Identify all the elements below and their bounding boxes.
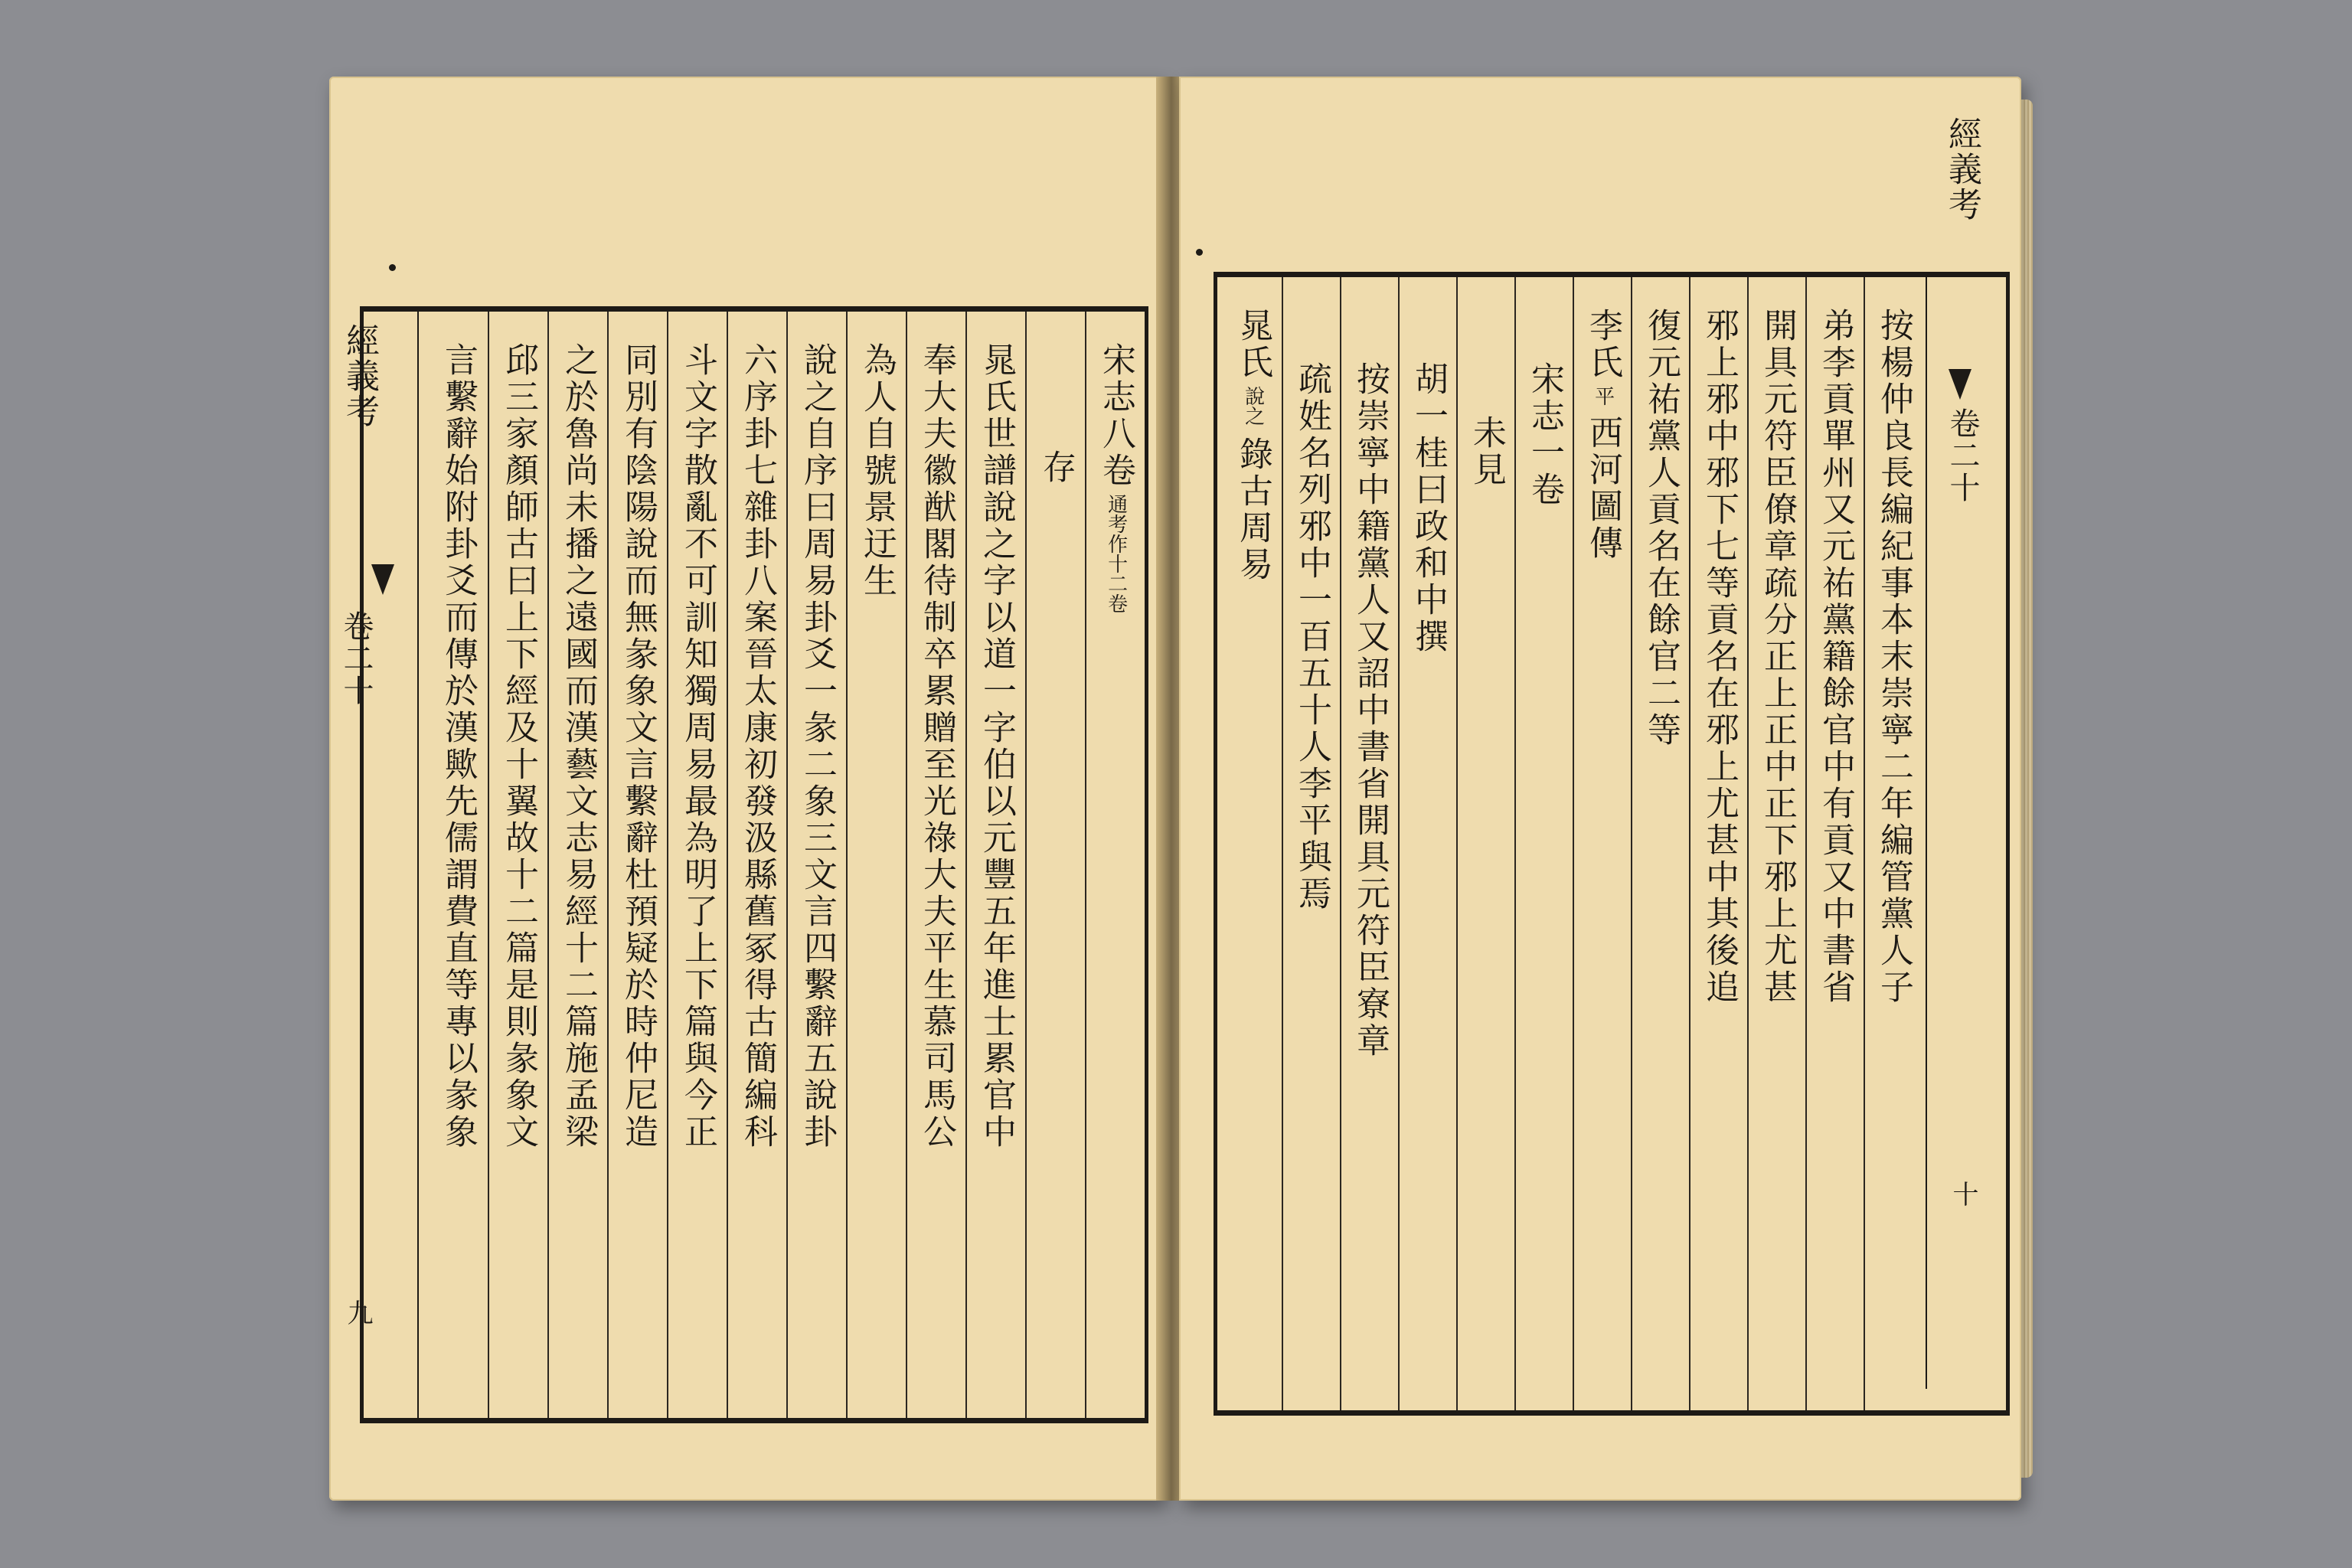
column-text: 說之自序曰周易卦爻一彖二象三文言四繫辭五說卦 bbox=[798, 342, 837, 1151]
column-text: 開具元符臣僚章疏分正上正中正下邪上尤甚 bbox=[1758, 308, 1797, 1006]
interlinear-note: 平 bbox=[1591, 386, 1615, 406]
right-page bbox=[1179, 77, 2021, 1501]
text-column bbox=[846, 312, 906, 1418]
text-column bbox=[1631, 277, 1689, 1410]
interlinear-note: 說之 bbox=[1241, 386, 1265, 426]
text-column bbox=[488, 312, 547, 1418]
column-text: 晁氏世譜說之字以道一字伯以元豐五年進士累官中 bbox=[977, 342, 1016, 1151]
column-text: 宋志八卷 bbox=[1096, 342, 1135, 489]
text-column bbox=[1340, 277, 1398, 1410]
margin-page: 九 bbox=[342, 1299, 373, 1327]
column-text: 存 bbox=[1037, 449, 1076, 486]
column-text: 疏姓名列邪中一百五十人李平與焉 bbox=[1292, 361, 1331, 913]
column-text-continued: 錄古周易 bbox=[1233, 436, 1272, 583]
text-column bbox=[1514, 277, 1573, 1410]
column-text: 言繫辭始附卦爻而傳於漢歟先儒謂費直等專以彖象 bbox=[439, 342, 478, 1151]
text-column bbox=[727, 312, 786, 1418]
open-book bbox=[329, 77, 2037, 1501]
text-column bbox=[906, 312, 965, 1418]
right-margin-strip bbox=[1926, 272, 1927, 1389]
column-text: 邱三家顏師古曰上下經及十翼故十二篇是則彖象文 bbox=[499, 342, 538, 1151]
text-column bbox=[786, 312, 846, 1418]
text-column bbox=[428, 312, 488, 1418]
column-text: 六序卦七雜卦八案晉太康初發汲縣舊冢得古簡編科 bbox=[738, 342, 777, 1151]
text-column bbox=[1282, 277, 1340, 1410]
text-column bbox=[607, 312, 667, 1418]
margin-title: 經義考 bbox=[340, 323, 379, 429]
margin-page: 十 bbox=[1948, 1181, 1978, 1208]
right-text-columns bbox=[1217, 277, 1922, 1410]
text-column bbox=[1689, 277, 1747, 1410]
text-column bbox=[965, 312, 1025, 1418]
margin-title: 經義考 bbox=[1942, 116, 1981, 222]
text-column bbox=[1864, 277, 1922, 1410]
column-text: 奉大夫徽猷閣待制卒累贈至光祿大夫平生慕司馬公 bbox=[917, 342, 956, 1151]
text-column bbox=[1747, 277, 1805, 1410]
column-text: 同別有陰陽說而無彖象文言繫辭杜預疑於時仲尼造 bbox=[619, 342, 658, 1151]
column-text: 李氏 bbox=[1583, 308, 1622, 381]
right-page-frame bbox=[1214, 116, 2010, 1416]
text-column bbox=[1025, 312, 1085, 1418]
text-column bbox=[1456, 277, 1514, 1410]
column-text: 未見 bbox=[1467, 415, 1506, 488]
text-column bbox=[1805, 277, 1864, 1410]
text-column bbox=[1085, 312, 1145, 1418]
text-column bbox=[1223, 277, 1282, 1410]
fish-tail-mark bbox=[371, 564, 394, 595]
column-text: 宋志一卷 bbox=[1525, 361, 1564, 508]
column-text: 邪上邪中邪下七等貢名在邪上尤甚中其後追 bbox=[1700, 308, 1739, 1006]
margin-volume: 卷二十 bbox=[1945, 407, 1980, 504]
ink-dot bbox=[1196, 249, 1203, 256]
text-column bbox=[547, 312, 607, 1418]
left-text-columns bbox=[419, 312, 1145, 1418]
left-page-frame bbox=[338, 306, 1148, 1423]
ink-dot bbox=[389, 264, 396, 271]
column-text: 弟李貢單州又元祐黨籍餘官中有貢又中書省 bbox=[1816, 308, 1855, 1006]
interlinear-note: 通考作十二卷 bbox=[1104, 494, 1128, 613]
column-text: 按崇寧中籍黨人又詔中書省開具元符臣寮章 bbox=[1351, 361, 1390, 1060]
column-text: 胡一桂曰政和中撰 bbox=[1409, 361, 1448, 655]
column-text: 之於魯尚未播之遠國而漢藝文志易經十二篇施孟梁 bbox=[559, 342, 598, 1151]
fish-tail-mark bbox=[1949, 369, 1971, 400]
left-page bbox=[329, 77, 1164, 1501]
column-text: 按楊仲良長編紀事本末崇寧二年編管黨人子 bbox=[1874, 308, 1913, 1006]
column-text: 復元祐黨人貢名在餘官二等 bbox=[1642, 308, 1681, 749]
margin-volume: 卷二十 bbox=[338, 610, 374, 707]
text-column bbox=[1398, 277, 1456, 1410]
column-text-continued: 西河圖傳 bbox=[1583, 415, 1622, 562]
column-text: 為人自號景迂生 bbox=[858, 342, 897, 599]
text-column bbox=[1573, 277, 1631, 1410]
column-text: 斗文字散亂不可訓知獨周易最為明了上下篇與今正 bbox=[678, 342, 717, 1151]
column-text: 晁氏 bbox=[1233, 308, 1272, 381]
text-column bbox=[667, 312, 727, 1418]
